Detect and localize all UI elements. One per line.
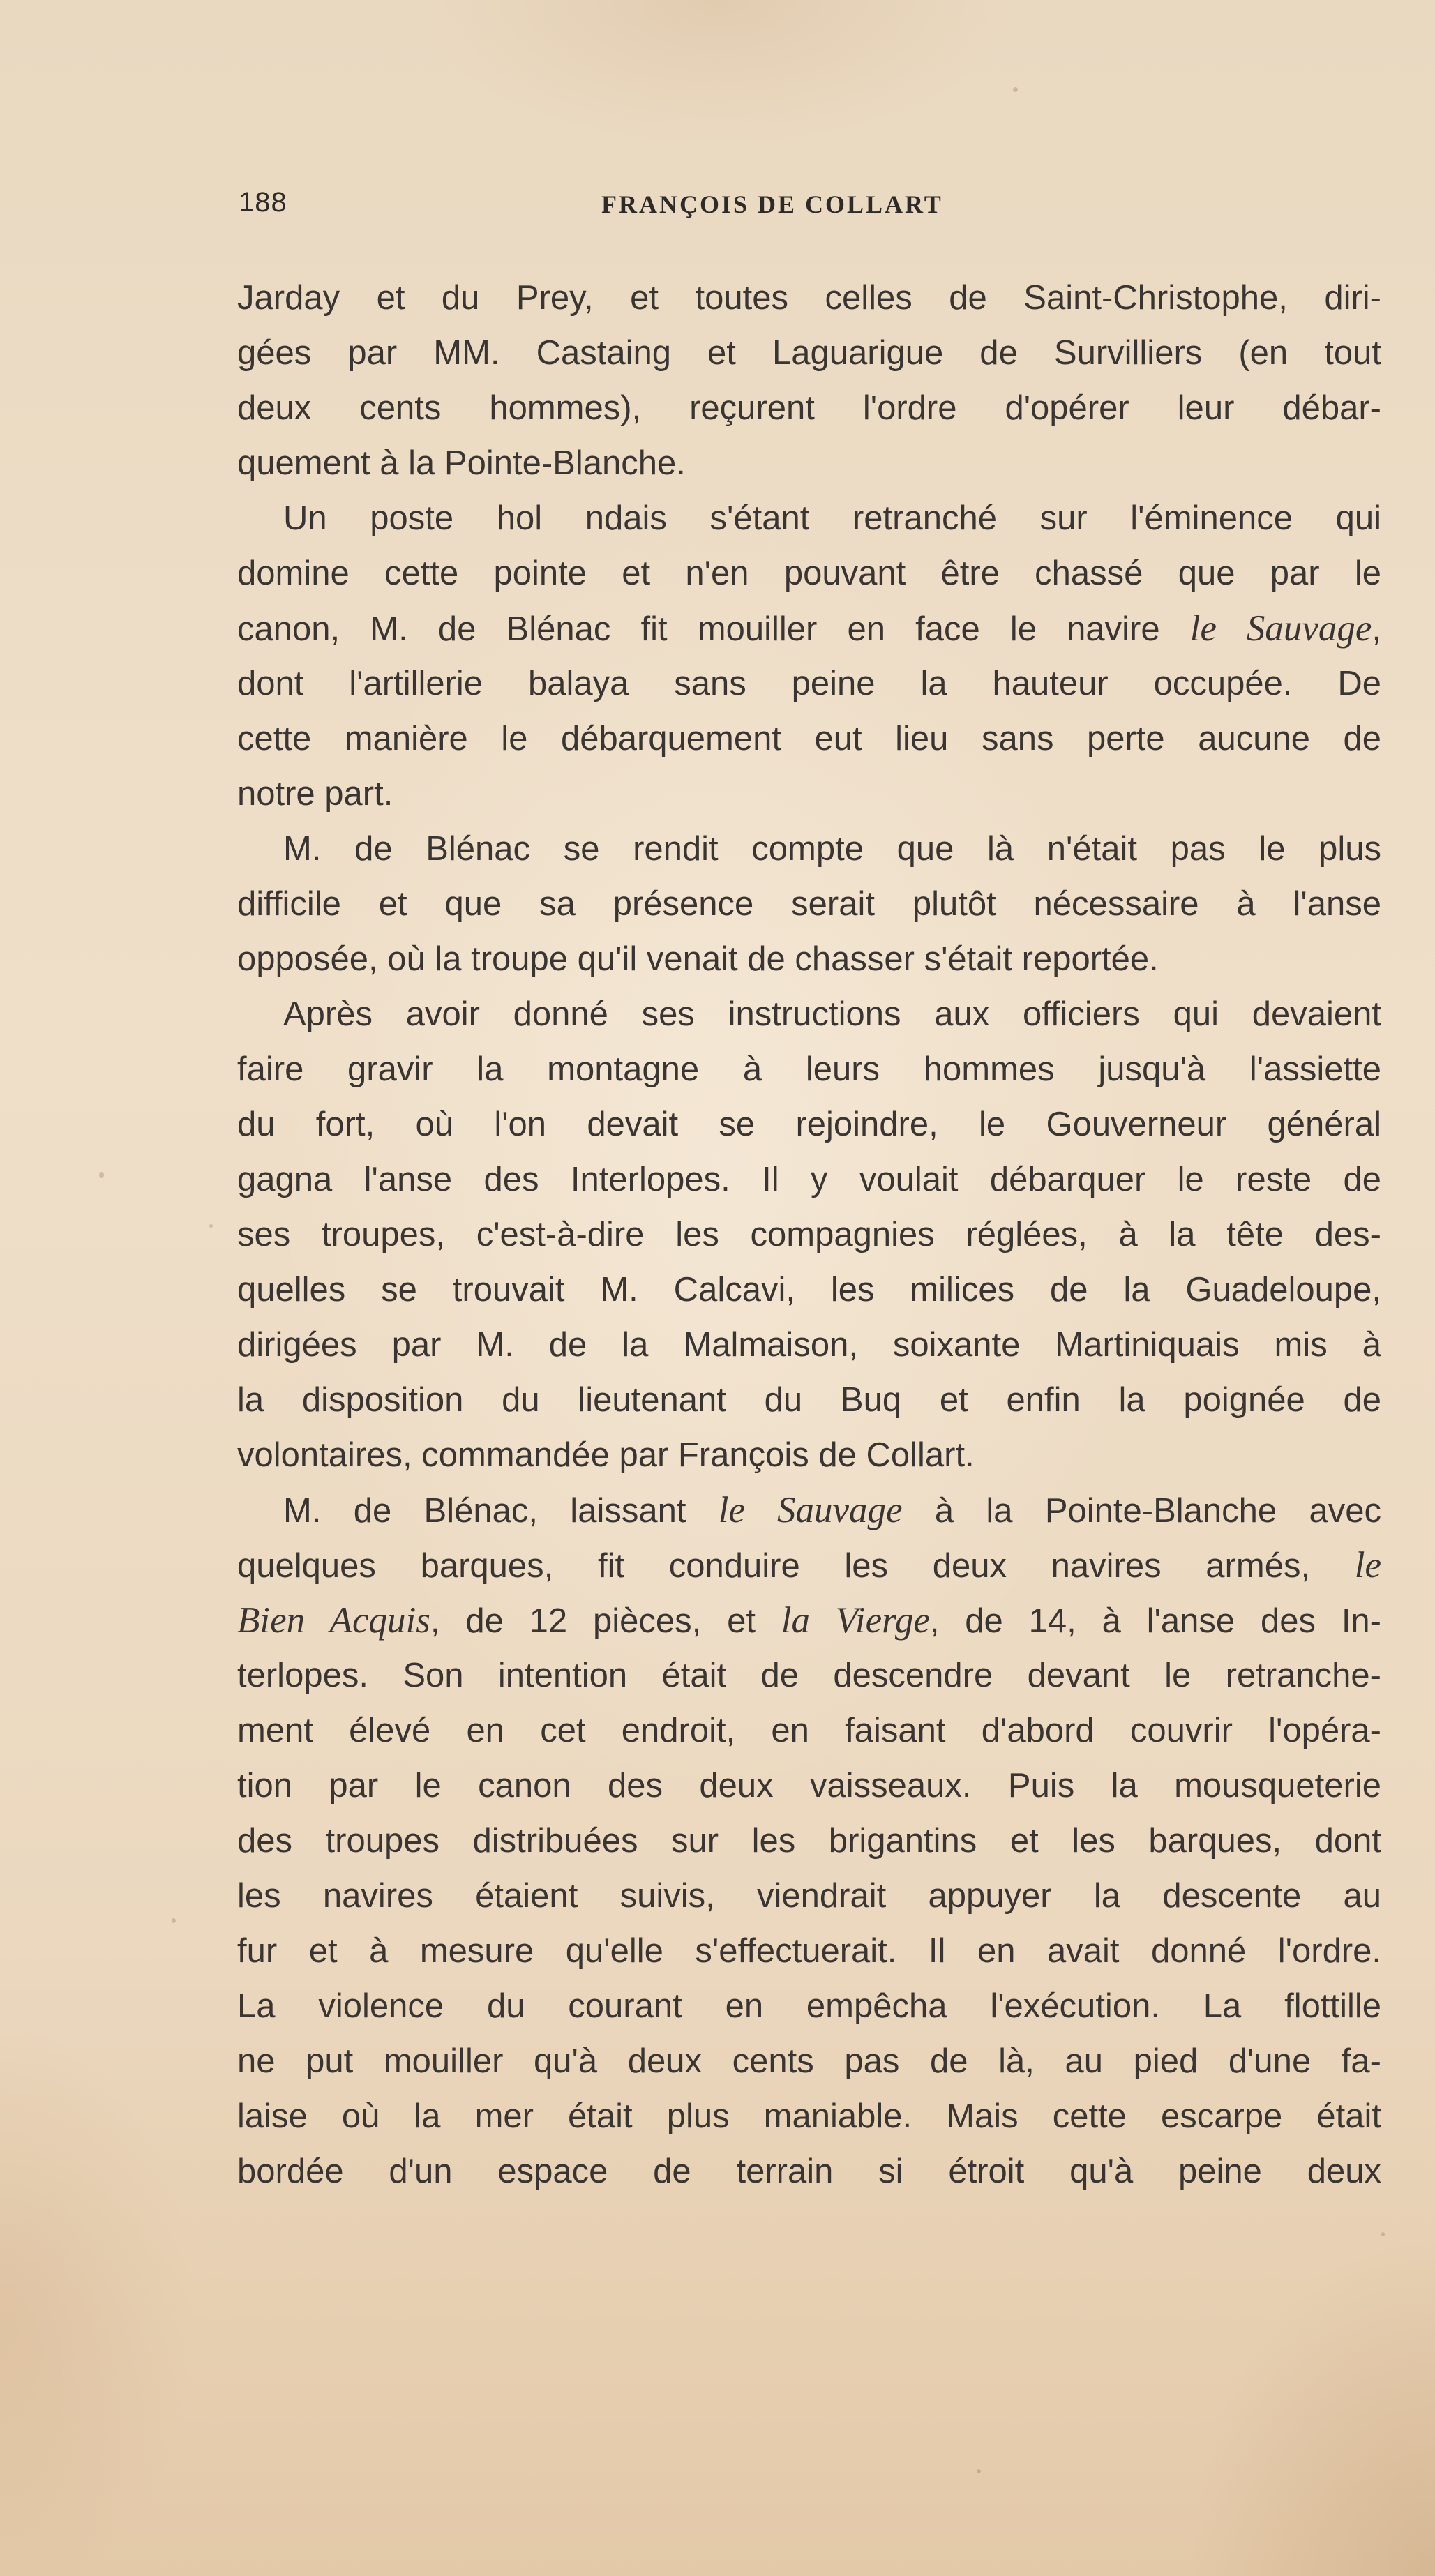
paper-speck bbox=[1381, 2232, 1385, 2236]
text-line bbox=[237, 822, 1381, 877]
text-segment: bordée d'un espace de terrain si étroit qu'à peine deux bbox=[237, 2153, 1381, 2190]
text-segment: difficile et que sa présence serait plutôt nécessaire à l'anse bbox=[237, 885, 1381, 923]
text-segment: tion par le canon des deux vaisseaux. Puis la mousqueterie bbox=[237, 1767, 1381, 1805]
text-line bbox=[237, 2089, 1381, 2144]
text-segment: gagna l'anse des Interlopes. Il y voulait débarquer le reste de bbox=[237, 1161, 1381, 1198]
text-segment: M. de Blénac, laissant bbox=[283, 1492, 719, 1530]
text-line bbox=[237, 1097, 1381, 1152]
text-segment: ses troupes, c'est-à-dire les compagnies réglées, à la tête des- bbox=[237, 1216, 1381, 1253]
text-segment: les navires étaient suivis, viendrait appuyer la descente au bbox=[237, 1877, 1381, 1915]
text-segment: quelles se trouvait M. Calcavi, les milices de la Guadeloupe, bbox=[237, 1271, 1381, 1309]
text-line bbox=[237, 381, 1381, 436]
text-line bbox=[237, 767, 1381, 822]
text-segment: laise où la mer était plus maniable. Mais cette escarpe était bbox=[237, 2097, 1381, 2135]
text-segment: gées par MM. Castaing et Laguarigue de Survilliers (en tout bbox=[237, 334, 1381, 372]
paper-speck bbox=[209, 1224, 213, 1228]
text-line bbox=[237, 1703, 1381, 1758]
running-title: FRANÇOIS DE COLLART bbox=[601, 190, 943, 218]
text-segment: dont l'artillerie balaya sans peine la hauteur occupée. De bbox=[237, 665, 1381, 702]
text-segment: fur et à mesure qu'elle s'effectuerait. Il en avait donné l'ordre. bbox=[237, 1932, 1381, 1970]
italic-title: le Sauvage bbox=[718, 1490, 903, 1530]
paper-speck bbox=[99, 1172, 104, 1178]
text-line bbox=[237, 1152, 1381, 1207]
text-line bbox=[237, 1758, 1381, 1814]
text-segment: M. de Blénac se rendit compte que là n'était pas le plus bbox=[283, 830, 1381, 868]
text-segment: terlopes. Son intention était de descendre devant le retranche- bbox=[237, 1657, 1381, 1694]
text-segment: ment élevé en cet endroit, en faisant d'abord couvrir l'opéra- bbox=[237, 1712, 1381, 1749]
text-segment: La violence du courant en empêcha l'exécution. La flottille bbox=[237, 1987, 1381, 2025]
text-segment: faire gravir la montagne à leurs hommes jusqu'à l'assiette bbox=[237, 1050, 1381, 1088]
paper-speck bbox=[977, 2469, 981, 2473]
italic-title: Bien Acquis bbox=[237, 1600, 430, 1641]
text-segment: opposée, où la troupe qu'il venait de chasser s'était reportée. bbox=[237, 940, 1159, 978]
text-segment: domine cette pointe et n'en pouvant être chassé que par le bbox=[237, 555, 1381, 592]
text-line bbox=[237, 987, 1381, 1042]
text-line bbox=[237, 877, 1381, 932]
text-segment: ne put mouiller qu'à deux cents pas de là, au pied d'une fa- bbox=[237, 2042, 1381, 2080]
text-segment: , de 14, à l'anse des In- bbox=[929, 1602, 1381, 1640]
text-line bbox=[237, 326, 1381, 381]
text-segment: du fort, où l'on devait se rejoindre, le Gouverneur général bbox=[237, 1106, 1381, 1143]
text-line bbox=[237, 1207, 1381, 1263]
text-line bbox=[237, 1263, 1381, 1318]
text-segment: , bbox=[1372, 610, 1381, 648]
text-segment: quelques barques, fit conduire les deux navires armés, bbox=[237, 1547, 1355, 1585]
text-line bbox=[237, 1593, 1381, 1648]
text-line bbox=[237, 1483, 1381, 1538]
italic-title: la Vierge bbox=[781, 1600, 930, 1641]
text-line bbox=[237, 1869, 1381, 1924]
text-segment: Jarday et du Prey, et toutes celles de Saint-Christophe, diri- bbox=[237, 279, 1381, 317]
text-line bbox=[237, 2034, 1381, 2089]
text-segment: volontaires, commandée par François de Collart. bbox=[237, 1436, 975, 1474]
text-segment: à la Pointe-Blanche avec bbox=[902, 1492, 1381, 1530]
text-line bbox=[237, 1538, 1381, 1593]
paper-speck bbox=[1013, 87, 1018, 92]
text-segment: notre part. bbox=[237, 775, 393, 813]
text-line bbox=[237, 1042, 1381, 1097]
text-segment: dirigées par M. de la Malmaison, soixante Martiniquais mis à bbox=[237, 1326, 1381, 1364]
text-segment: Un poste hol ndais s'étant retranché sur l'éminence qui bbox=[283, 499, 1381, 537]
text-line bbox=[237, 1373, 1381, 1428]
paper-speck bbox=[172, 1918, 176, 1923]
text-segment: des troupes distribuées sur les brigantins et les barques, dont bbox=[237, 1822, 1381, 1860]
text-segment: , de 12 pièces, et bbox=[430, 1602, 781, 1640]
italic-title: le bbox=[1354, 1545, 1381, 1585]
text-line bbox=[237, 1428, 1381, 1483]
text-line bbox=[237, 491, 1381, 546]
text-line bbox=[237, 1814, 1381, 1869]
text-line bbox=[237, 656, 1381, 711]
text-line bbox=[237, 1979, 1381, 2034]
text-segment: deux cents hommes), reçurent l'ordre d'opérer leur débar- bbox=[237, 389, 1381, 427]
text-line bbox=[237, 1924, 1381, 1979]
text-segment: cette manière le débarquement eut lieu sans perte aucune de bbox=[237, 720, 1381, 758]
page-number: 188 bbox=[239, 187, 287, 218]
text-line bbox=[237, 546, 1381, 601]
text-segment: la disposition du lieutenant du Buq et enfin la poignée de bbox=[237, 1381, 1381, 1419]
text-line bbox=[237, 932, 1381, 987]
italic-title: le Sauvage bbox=[1189, 608, 1372, 649]
text-segment: Après avoir donné ses instructions aux officiers qui devaient bbox=[283, 995, 1381, 1033]
text-line bbox=[237, 711, 1381, 767]
text-segment: quement à la Pointe-Blanche. bbox=[237, 444, 686, 482]
text-line bbox=[237, 1318, 1381, 1373]
text-line bbox=[237, 2144, 1381, 2199]
running-head bbox=[239, 187, 1383, 229]
body-text bbox=[237, 271, 1381, 2199]
text-line bbox=[237, 601, 1381, 656]
text-line bbox=[237, 271, 1381, 326]
text-line bbox=[237, 1648, 1381, 1703]
text-line bbox=[237, 436, 1381, 491]
text-segment: canon, M. de Blénac fit mouiller en face le navire bbox=[237, 610, 1190, 648]
